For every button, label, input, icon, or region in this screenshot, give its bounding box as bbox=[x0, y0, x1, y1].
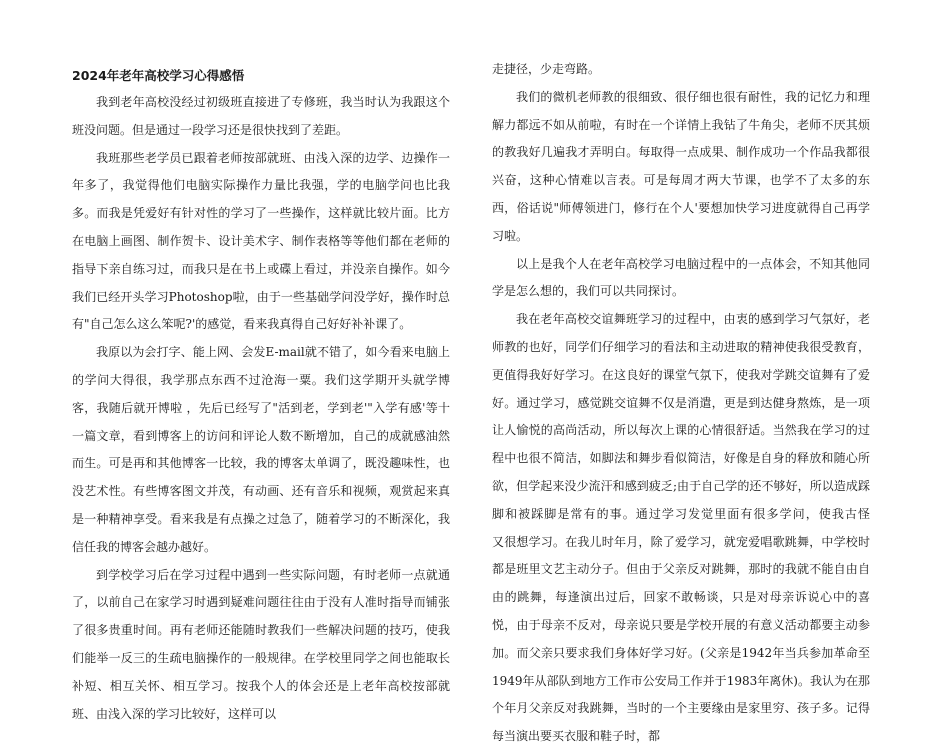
document-title: 2024年老年高校学习心得感悟 bbox=[72, 68, 245, 83]
left-column bbox=[72, 56, 450, 728]
paragraph: 以上是我个人在老年高校学习电脑过程中的一点体会，不知其他同学是怎么想的，我们可以共同探讨。 bbox=[492, 256, 870, 299]
right-column bbox=[492, 56, 895, 751]
paragraph: 我班那些老学员已跟着老师按部就班、由浅入深的边学、边操作一年多了，我觉得他们电脑实际操作力量比我强，学的电脑学问也比我多。而我是凭爱好有针对性的学习了一些操作，这样就比较片面。比方在电脑上画图、制作贺卡、设计美术字、制作表格等等他们都在老师的指导下亲自练习过，而我只是在书上或碟上看过，并没亲自操作。如今我们已经开头学习Photoshop啦，由于一些基础学问没学好，操作时总有"自己怎么这么笨呢?'的感觉，看来我真得自己好好补补课了。 bbox=[72, 150, 450, 332]
paragraph: 我原以为会打字、能上网、会发E-mail就不错了，如今看来电脑上的学问大得很，我学那点东西不过沧海一粟。我们这学期开头就学博客，我随后就开博啦 ，先后已经写了"活到老，学到老'"入学有感'等十一篇文章，看到博客上的访问和评论人数不断增加，自己的成就感油然而生。可是再和其他博客一比较，我的博客太单调了，既没趣味性，也没艺术性。有些博客图文并茂，有动画、还有音乐和视频，观赏起来真是一种精神享受。看来我是有点操之过急了，随着学习的不断深化，我信任我的博客会越办越好。 bbox=[72, 345, 450, 554]
paragraph: 到学校学习后在学习过程中遇到一些实际问题，有时老师一点就通了，以前自己在家学习时遇到疑难问题往往由于没有人准时指导而铺张了很多贵重时间。再有老师还能随时教我们一些解决问题的技巧，使我们能举一反三的生疏电脑操作的一般规律。在学校里同学之间也能取长补短、相互关怀、相互学习。按我个人的体会还是上老年高校按部就班、由浅入深的学习比较好，这样可以 bbox=[72, 567, 450, 721]
paragraph: 我到老年高校没经过初级班直接进了专修班，我当时认为我跟这个班没问题。但是通过一段学习还是很快找到了差距。 bbox=[72, 95, 450, 137]
paragraph-continuation: 走捷径，少走弯路。 bbox=[492, 62, 601, 76]
paragraph: 我们的微机老师教的很细致、很仔细也很有耐性，我的记忆力和理解力都远不如从前啦，有时在一个详情上我钻了牛角尖，老师不厌其烦的教我好几遍我才弄明白。每取得一点成果、制作成功一个作品我都很兴奋，这种心情难以言表。可是每周才两大节课，也学不了太多的东西，俗话说"师傅领进门，修行在个人'要想加快学习进度就得自己再学习啦。 bbox=[492, 89, 870, 243]
paragraph: 我在老年高校交谊舞班学习的过程中，由衷的感到学习气氛好，老师教的也好，同学们仔细学习的看法和主动进取的精神使我很受教育，更值得我好好学习。在这良好的课堂气氛下，使我对学跳交谊舞有了爱好。通过学习，感觉跳交谊舞不仅是消遣，更是到达健身熬炼，是一项让人愉悦的高尚活动，所以每次上课的心情很舒适。当然我在学习的过程中也很不简洁，如脚法和舞步看似简洁，好像是自身的释放和随心所欲，但学起来没少流汗和感到疲乏;由于自己学的还不够好，所以造成踩脚和被踩脚是常有的事。通过学习发觉里面有很多学问，使我古怪 又很想学习。在我儿时年月，除了爱学习，就宠爱唱歌跳舞，中学校时都是班里文艺主动分子。但由于父亲反对跳舞，那时的我就不能自由自由的跳舞，每逢演出过后，回家不敢畅谈，只是对母亲诉说心中的喜悦，由于母亲不反对，母亲说只要是学校开展的有意义活动都要主动参加。而父亲只要求我们身体好学习好。(父亲是1942年当兵参加革命至1949年从部队到地方工作市公安局工作并于1983年离休)。我认为在那个年月父亲反对我跳舞，当时的一个主要缘由是家里穷、孩子多。记得每当演出要买衣服和鞋子时，都 bbox=[492, 312, 895, 744]
